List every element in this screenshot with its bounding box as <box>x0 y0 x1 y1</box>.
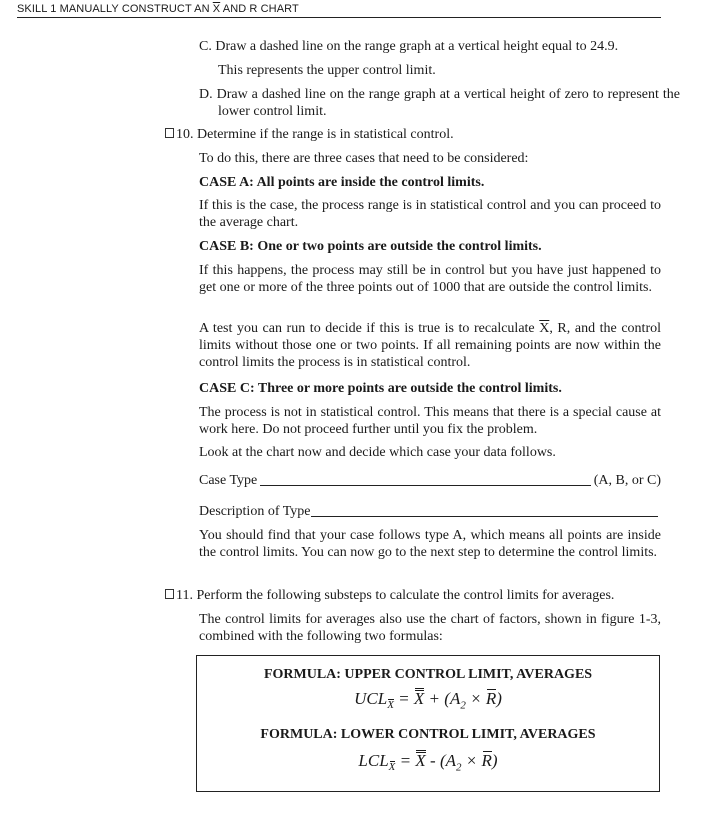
running-header: SKILL 1 MANUALLY CONSTRUCT AN $\overline{X}$ AND R CHART <box>17 3 661 18</box>
checkbox-icon[interactable] <box>165 589 174 599</box>
description-row <box>199 503 661 520</box>
substep-c-note: This represents the upper control limit. <box>218 63 436 78</box>
step-11-text: The control limits for averages also use the chart of factors, shown in figure 1-3, combined with the following two formulas: <box>199 612 661 644</box>
description-label: Description of Type <box>199 504 311 519</box>
case-type-row <box>199 472 661 489</box>
step-10-intro: To do this, there are three cases that need to be considered: <box>199 151 529 166</box>
case-a-text: If this is the case, the process range is in statistical control and you can proceed to the average chart. <box>199 198 661 230</box>
header-xbar: $\overline{X}$ <box>212 3 221 15</box>
case-b-text: If this happens, the process may still be in control but you have just happened to get one or more of the three points out of 1000 that are outside the control limits. <box>199 263 661 295</box>
lower-formula: $LCL_X = X - (A_2 \times R)$ <box>358 751 498 774</box>
upper-formula: $UCL_X = X + (A_2 \times R)$ <box>354 689 502 712</box>
upper-formula-title: FORMULA: UPPER CONTROL LIMIT, AVERAGES <box>263 667 593 682</box>
substep-c: C. Draw a dashed line on the range graph at a vertical height equal to 24.9. <box>199 39 619 54</box>
case-b-title: CASE B: One or two points are outside the control limits. <box>199 239 542 254</box>
answer-text: You should find that your case follows type A, which means all points are inside the control limits. You can now go to the next step to determine the control limits. <box>199 528 661 560</box>
formula-box <box>196 655 660 792</box>
case-type-options: (A, B, or C) <box>593 473 661 488</box>
xbar-symbol: $\overline{X}$ <box>539 321 550 336</box>
case-type-label: Case Type <box>199 473 258 488</box>
step-11: 11. Perform the following substeps to calculate the control limits for averages. <box>165 587 661 604</box>
case-c-text: The process is not in statistical control. This means that there is a special cause at work here. Do not proceed further until you fix the problem. <box>199 405 661 437</box>
look-instruction: Look at the chart now and decide which case your data follows. <box>199 445 556 460</box>
checkbox-icon[interactable] <box>165 128 174 138</box>
case-type-blank[interactable] <box>260 484 590 486</box>
case-c-title: CASE C: Three or more points are outside the control limits. <box>199 381 562 396</box>
case-a-title: CASE A: All points are inside the control limits. <box>199 175 485 190</box>
step-10: 10. Determine if the range is in statistical control. <box>165 126 661 143</box>
substep-d: D. Draw a dashed line on the range graph at a vertical height of zero to represent the lower control limit. <box>199 87 680 119</box>
lower-formula-title: FORMULA: LOWER CONTROL LIMIT, AVERAGES <box>260 727 596 742</box>
description-blank[interactable] <box>311 515 658 517</box>
case-b-test: A test you can run to decide if this is true is to recalculate $\overline{X}$, R, and the control limits without those one or two points. If all remaining points are now within the control limits the process is in statistical control. <box>199 321 661 370</box>
